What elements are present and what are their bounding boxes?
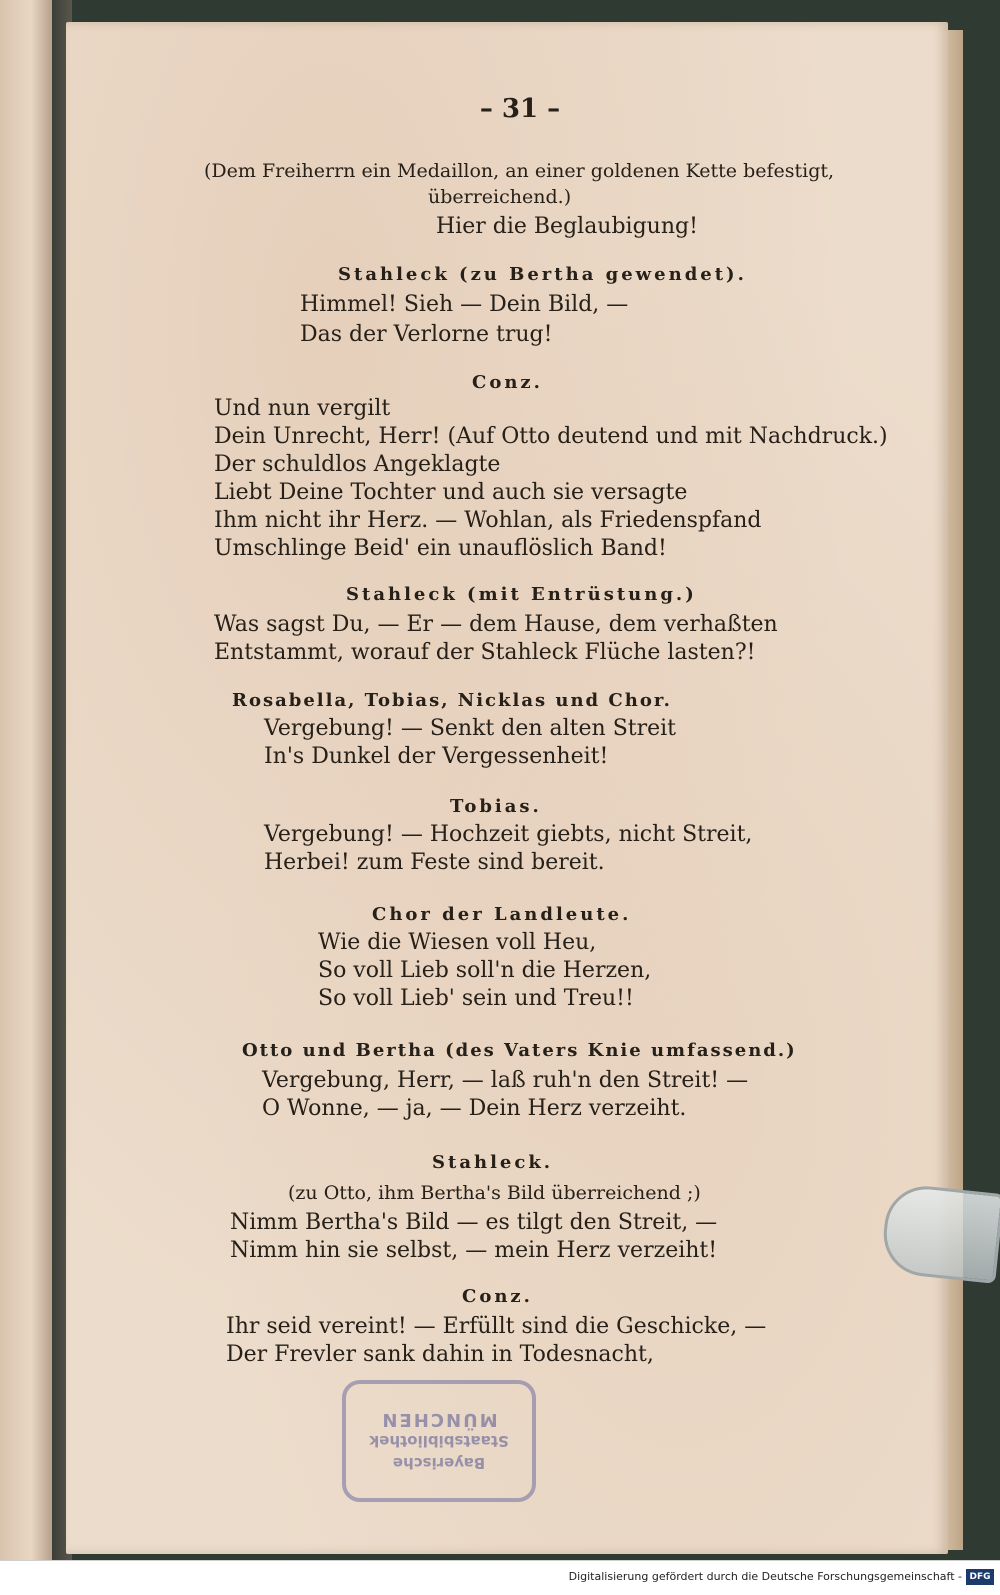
speaker-heading: Rosabella, Tobias, Nicklas und Chor.	[232, 690, 672, 711]
stamp-city: MÜNCHEN	[380, 1409, 498, 1430]
stage-direction: (zu Otto, ihm Bertha's Bild überreichend ;)	[288, 1182, 701, 1204]
dfg-logo-icon[interactable]: DFG	[966, 1569, 994, 1585]
page-number: – 31 –	[479, 94, 561, 124]
verse-line: O Wonne, — ja, — Dein Herz verzeiht.	[262, 1096, 687, 1121]
verse-line: Hier die Beglaubigung!	[436, 214, 698, 239]
speaker-heading: Tobias.	[450, 796, 542, 817]
speaker-heading: Conz.	[472, 372, 543, 393]
verse-line: Nimm hin sie selbst, — mein Herz verzeiht!	[230, 1238, 718, 1263]
verse-line: Der schuldlos Angeklagte	[214, 452, 501, 477]
library-stamp	[342, 1380, 536, 1502]
verse-line: Was sagst Du, — Er — dem Hause, dem verhaßten	[214, 612, 778, 637]
stamp-line: Bayerische	[392, 1454, 486, 1472]
verse-line: Und nun vergilt	[214, 396, 391, 421]
stage-direction: überreichend.)	[428, 186, 572, 208]
speaker-heading: Conz.	[462, 1286, 533, 1307]
verse-line: Vergebung! — Hochzeit giebts, nicht Streit,	[264, 822, 753, 847]
verse-line: In's Dunkel der Vergessenheit!	[264, 744, 609, 769]
funding-note: Digitalisierung gefördert durch die Deutsche Forschungsgemeinschaft -	[568, 1570, 962, 1583]
speaker-heading: Stahleck (zu Bertha gewendet).	[338, 264, 747, 285]
verse-line: Wie die Wiesen voll Heu,	[318, 930, 597, 955]
verse-line: Himmel! Sieh — Dein Bild, —	[300, 292, 629, 317]
verse-line: Dein Unrecht, Herr! (Auf Otto deutend und mit Nachdruck.)	[214, 424, 888, 449]
verse-line: Entstammt, worauf der Stahleck Flüche lasten?!	[214, 640, 756, 665]
verse-line: Ihr seid vereint! — Erfüllt sind die Geschicke, —	[226, 1314, 767, 1339]
verse-line: Vergebung, Herr, — laß ruh'n den Streit! —	[262, 1068, 749, 1093]
verse-line: Vergebung! — Senkt den alten Streit	[264, 716, 677, 741]
verse-line: Der Frevler sank dahin in Todesnacht,	[226, 1342, 654, 1367]
verse-line: Herbei! zum Feste sind bereit.	[264, 850, 605, 875]
verse-line: Nimm Bertha's Bild — es tilgt den Streit, —	[230, 1210, 718, 1235]
stage-direction: (Dem Freiherrn ein Medaillon, an einer goldenen Kette befestigt,	[204, 160, 835, 182]
verse-line: So voll Lieb' sein und Treu!!	[318, 986, 634, 1011]
stamp-line: Staatsbibliothek	[369, 1432, 509, 1450]
verse-line: Ihm nicht ihr Herz. — Wohlan, als Friedenspfand	[214, 508, 762, 533]
left-page-edge	[0, 0, 54, 1560]
verse-line: Umschlinge Beid' ein unauflöslich Band!	[214, 536, 667, 561]
footer-bar	[0, 1560, 1000, 1595]
speaker-heading: Chor der Landleute.	[372, 904, 632, 925]
verse-line: Liebt Deine Tochter und auch sie versagte	[214, 480, 688, 505]
verse-line: Das der Verlorne trug!	[300, 322, 553, 347]
speaker-heading: Stahleck (mit Entrüstung.)	[346, 584, 697, 605]
speaker-heading: Otto und Bertha (des Vaters Knie umfassend.)	[242, 1040, 797, 1061]
verse-line: So voll Lieb soll'n die Herzen,	[318, 958, 652, 983]
speaker-heading: Stahleck.	[432, 1152, 554, 1173]
